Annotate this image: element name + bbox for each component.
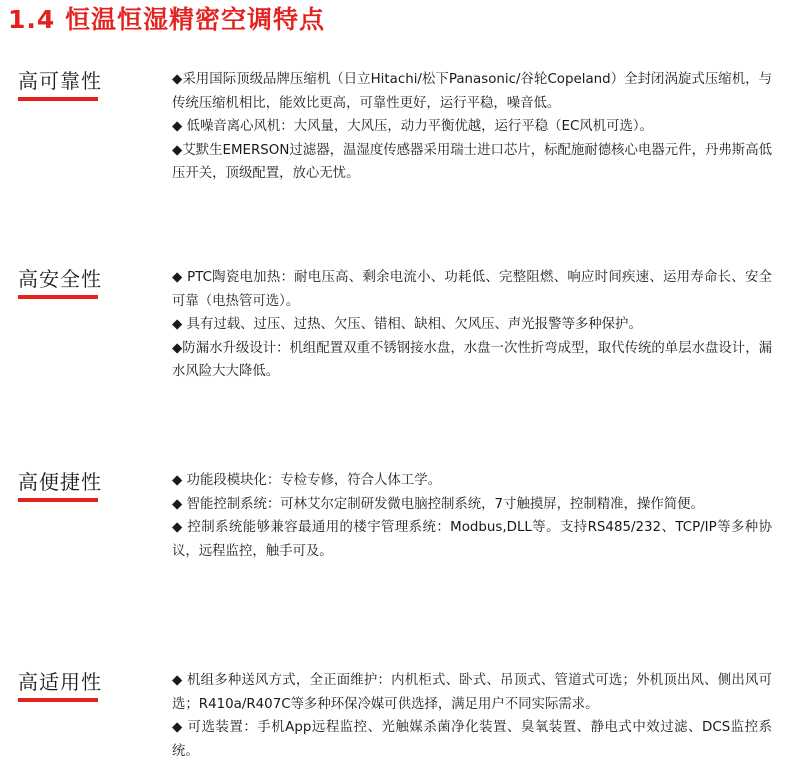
feature-item: ◆ 智能控制系统：可林艾尔定制研发微电脑控制系统，7寸触摸屏，控制精准，操作简便。	[172, 496, 704, 512]
feature-item: ◆ 功能段模块化：专检专修，符合人体工学。	[172, 473, 441, 488]
heading-underline	[18, 295, 98, 299]
section-heading-text: 高适用性	[18, 670, 102, 694]
feature-item: ◆艾默生EMERSON过滤器，温湿度传感器采用瑞士进口芯片，标配施耐德核心电器元件，丹弗斯高低压开关，顶级配置，放心无忧。	[172, 142, 772, 181]
feature-item: ◆ 低噪音离心风机：大风量，大风压，动力平衡优越，运行平稳（EC风机可选）。	[172, 119, 653, 134]
section-body	[172, 669, 772, 763]
heading-underline	[18, 97, 98, 101]
page-title: 1.4 恒温恒湿精密空调特点	[8, 5, 325, 34]
feature-item: ◆ 具有过载、过压、过热、欠压、错相、缺相、欠风压、声光报警等多种保护。	[172, 317, 642, 332]
feature-item: ◆ 控制系统能够兼容最通用的楼宇管理系统：Modbus,DLL等。支持RS485/232、TCP/IP等多种协议，远程监控，触手可及。	[172, 520, 772, 559]
heading-underline	[18, 498, 98, 502]
section-heading-text: 高可靠性	[18, 69, 102, 93]
section-heading-text: 高便捷性	[18, 470, 102, 494]
section-body	[172, 469, 772, 563]
section-heading	[18, 266, 100, 299]
section-heading-text: 高安全性	[18, 267, 102, 291]
section-heading	[18, 469, 100, 502]
feature-item: ◆防漏水升级设计：机组配置双重不锈钢接水盘，水盘一次性折弯成型，取代传统的单层水盘设计，漏水风险大大降低。	[172, 340, 772, 379]
heading-underline	[18, 698, 98, 702]
section-heading	[18, 68, 100, 101]
section-body	[172, 266, 772, 384]
section-body	[172, 68, 772, 186]
feature-item: ◆ 机组多种送风方式，全正面维护：内机柜式、卧式、吊顶式、管道式可选；外机顶出风、侧出风可选；R410a/R407C等多种环保冷媒可供选择，满足用户不同实际需求。	[172, 673, 772, 712]
feature-item: ◆采用国际顶级品牌压缩机（日立Hitachi/松下Panasonic/谷轮Copeland）全封闭涡旋式压缩机，与传统压缩机相比，能效比更高，可靠性更好，运行平稳，噪音低。	[172, 72, 772, 111]
feature-item: ◆ PTC陶瓷电加热：耐电压高、剩余电流小、功耗低、完整阻燃、响应时间疾速、运用寿命长、安全可靠（电热管可选）。	[172, 270, 772, 309]
section-heading	[18, 669, 100, 702]
feature-item: ◆ 可选装置：手机App远程监控、光触媒杀菌净化装置、臭氧装置、静电式中效过滤、DCS监控系统。	[172, 720, 772, 759]
